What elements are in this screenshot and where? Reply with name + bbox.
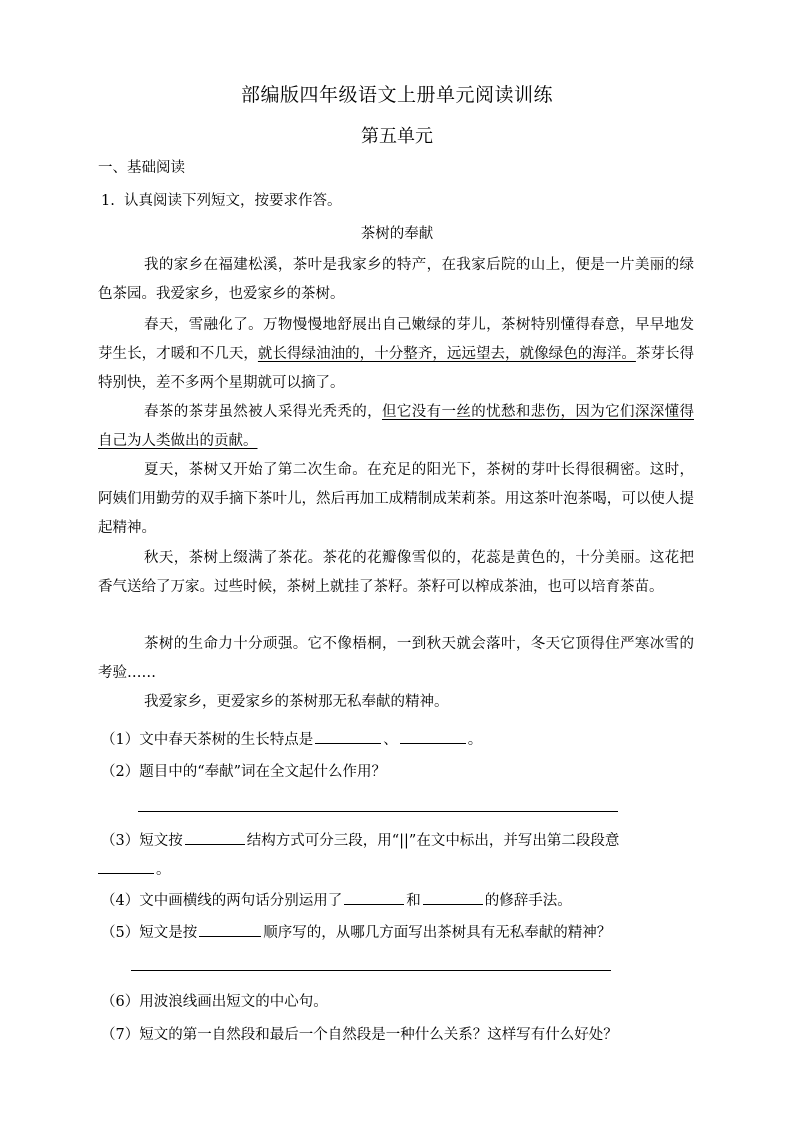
question-text: 。 xyxy=(156,862,171,878)
essay-paragraph-1 xyxy=(98,251,694,309)
answer-blank[interactable] xyxy=(344,892,404,905)
underlined-sentence: 就长得绿油油的，十分整齐，远远望去，就像绿色的海洋。 xyxy=(257,346,636,362)
question-text: 和 xyxy=(406,893,421,909)
answer-blank[interactable] xyxy=(98,861,154,874)
question-text: 结构方式可分三段，用“||”在文中标出，并写出第二段段意 xyxy=(246,833,620,849)
question-3 xyxy=(101,829,619,850)
question-text: 、 xyxy=(383,732,398,748)
answer-blank[interactable] xyxy=(199,924,261,937)
question-3-continued xyxy=(98,858,171,879)
question-4 xyxy=(101,889,572,910)
essay-paragraph-5 xyxy=(98,544,694,602)
question-text: 的修辞手法。 xyxy=(484,893,572,909)
essay-paragraph-3 xyxy=(98,398,694,456)
unit-title: 第五单元 xyxy=(361,126,433,147)
task-instruction: 1. 认真阅读下列短文，按要求作答。 xyxy=(101,193,342,209)
essay-paragraph-6 xyxy=(98,630,694,688)
question-2: （2）题目中的“奉献”词在全文起什么作用？ xyxy=(101,764,387,780)
section-heading: 一、基础阅读 xyxy=(98,160,185,176)
question-text: （1）文中春天茶树的生长特点是 xyxy=(101,732,314,748)
document-title: 部编版四年级语文上册单元阅读训练 xyxy=(240,84,553,106)
essay-title: 茶树的奉献 xyxy=(360,226,434,242)
paragraph-text: 茶树的生命力十分顽强。它不像梧桐，一到秋天就会落叶，冬天它顶得住严寒冰雪的考验…… xyxy=(98,636,694,681)
essay-paragraph-4 xyxy=(98,456,694,543)
answer-blank[interactable] xyxy=(400,731,466,744)
answer-blank[interactable] xyxy=(185,832,245,845)
paragraph-text: 春天，雪融化了。万物慢慢地舒展出自己嫩绿的芽儿，茶树特别懂得春意，早早地发芽生长，才暖和不几天， xyxy=(98,317,694,362)
question-text: （3）短文按 xyxy=(101,833,183,849)
answer-blank[interactable] xyxy=(423,892,483,905)
essay-paragraph-2 xyxy=(98,311,694,398)
answer-line[interactable] xyxy=(138,811,618,812)
paragraph-text: 我的家乡在福建松溪，茶叶是我家乡的特产，在我家后院的山上，便是一片美丽的绿色茶园。我爱家乡，也爱家乡的茶树。 xyxy=(98,257,694,302)
answer-line[interactable] xyxy=(131,970,611,971)
question-text: （5）短文是按 xyxy=(101,925,198,941)
question-5 xyxy=(101,921,611,942)
essay-paragraph-7 xyxy=(98,688,694,717)
paragraph-text: 我爱家乡，更爱家乡的茶树那无私奉献的精神。 xyxy=(144,694,449,710)
question-7: （7）短文的第一自然段和最后一个自然段是一种什么关系？这样写有什么好处？ xyxy=(101,1027,618,1043)
question-6: （6）用波浪线画出短文的中心句。 xyxy=(101,994,328,1010)
paragraph-text: 春茶的茶芽虽然被人采得光秃秃的， xyxy=(144,404,382,420)
question-1 xyxy=(101,728,482,749)
answer-blank[interactable] xyxy=(315,731,381,744)
paragraph-text: 夏天，茶树又开始了第二次生命。在充足的阳光下，茶树的芽叶长得很稠密。这时，阿姨们用勤劳的双手摘下茶叶儿，然后再加工成精制成茉莉茶。用这茶叶泡茶喝，可以使人提起精神。 xyxy=(98,462,694,536)
paragraph-text: 茶芽长得特别快，差不多两个星期就可以摘了。 xyxy=(98,346,695,391)
question-text: （4）文中画横线的两句话分别运用了 xyxy=(101,893,343,909)
question-text: 顺序写的，从哪几方面写出茶树具有无私奉献的精神？ xyxy=(263,925,612,941)
paragraph-text: 秋天，茶树上缀满了茶花。茶花的花瓣像雪似的，花蕊是黄色的，十分美丽。这花把香气送给了万家。过些时候，茶树上就挂了茶籽。茶籽可以榨成茶油，也可以培育茶苗。 xyxy=(98,550,694,595)
question-text: 。 xyxy=(467,732,483,748)
underlined-sentence: 但它没有一丝的忧愁和悲伤，因为它们深深懂得自己为人类做出的贡献。 xyxy=(98,404,694,449)
